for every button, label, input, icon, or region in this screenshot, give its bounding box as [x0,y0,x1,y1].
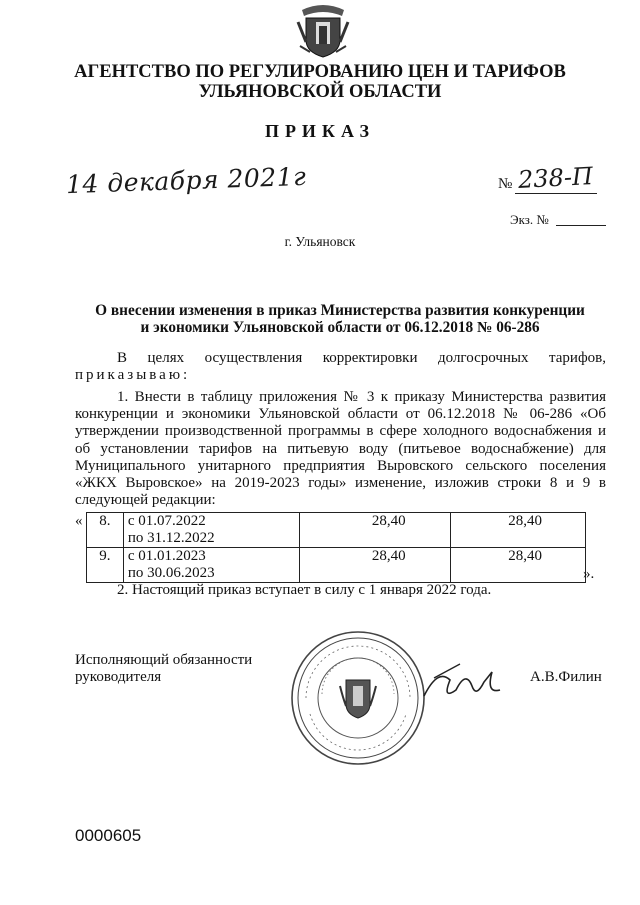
coat-of-arms-icon [296,2,350,58]
official-seal-icon [288,628,428,768]
row-period: с 01.01.2023 по 30.06.2023 [123,548,299,583]
order-title-line1: О внесении изменения в приказ Министерства развития конкуренции [95,302,585,319]
agency-name-line1: АГЕНТСТВО ПО РЕГУЛИРОВАНИЮ ЦЕН И ТАРИФОВ [74,62,566,82]
agency-name-line2: УЛЬЯНОВСКОЙ ОБЛАСТИ [198,82,442,102]
table-row [87,513,586,548]
table-quote-open: « [75,513,83,529]
order-title-line2: и экономики Ульяновской области от 06.12.2018 № 06-286 [140,319,540,336]
signatory-role-line2: руководителя [75,669,162,685]
table-row [87,548,586,583]
city-name: г. Ульяновск [284,234,356,249]
copy-number-underline [556,225,606,226]
clause-2-paragraph: 2. Настоящий приказ вступает в силу с 1 января 2022 года. [117,582,492,598]
signatory-name: А.В.Филин [530,669,602,685]
row-value-1: 28,40 [299,548,450,583]
signatory-role-line1: Исполняющий обязанности [75,652,253,668]
document-type: ПРИКАЗ [264,121,376,141]
row-value-1: 28,40 [299,513,450,548]
handwritten-order-number: 238-П [517,162,594,194]
registration-number: 0000605 [75,826,142,845]
order-number-underline [515,193,597,194]
row-number: 8. [87,513,124,548]
clause-1-paragraph: 1. Внести в таблицу приложения № 3 к приказу Министерства развития конкуренции и экономики Ульяновской области от 06.12.2018 № 06-286 «Об утверждении производственной программы в сфере холодного водоснабжения и об установлении тарифов на питьевую воду (питьевое водоснабжение) для Муниципального унитарного предприятия Выровского сельского поселения «ЖКХ Выровское» на 2019-2023 годы» изменение, изложив строки 8 и 9 в следующей редакции: [75,389,606,509]
preamble-paragraph: В целях осуществления корректировки долгосрочных тарифов, [117,350,606,366]
row-value-2: 28,40 [450,548,585,583]
tariff-table [86,512,586,583]
row-number: 9. [87,548,124,583]
preamble-order-word: приказываю: [75,367,191,383]
copy-number-label: Экз. № [510,212,549,227]
row-value-2: 28,40 [450,513,585,548]
order-number-label: № [498,176,513,192]
handwritten-signature-icon [420,660,510,708]
handwritten-date: 14 декабря 2021г [65,161,307,200]
table-quote-close: ». [583,566,595,582]
row-period: с 01.07.2022 по 31.12.2022 [123,513,299,548]
